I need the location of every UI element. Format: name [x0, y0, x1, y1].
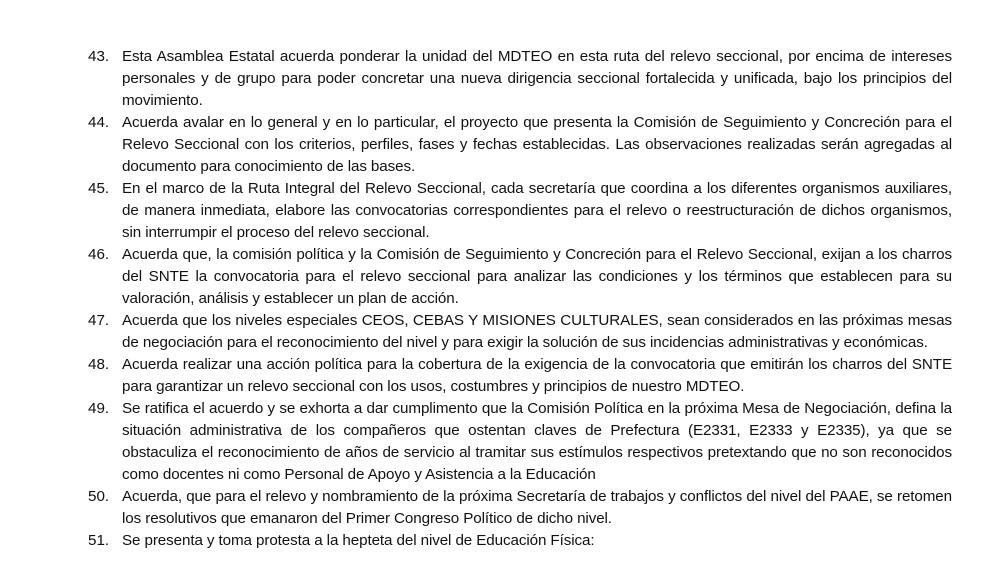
item-text: Se presenta y toma protesta a la hepteta del nivel de Educación Física:: [122, 532, 595, 549]
item-number: 50.: [88, 488, 110, 505]
item-text: Acuerda que los niveles especiales CEOS, CEBAS Y MISIONES CULTURALES, sean considerados en las próximas mesas de negociación para el reconocimiento del nivel y para exigir la solución de sus incidencias administrativas y económicas.: [122, 312, 952, 351]
list-item: [88, 398, 952, 486]
item-number: 48.: [88, 356, 110, 373]
item-text: Acuerda que, la comisión política y la Comisión de Seguimiento y Concreción para el Relevo Seccional, exijan a los charros del SNTE la convocatoria para el relevo seccional para analizar las condiciones y los términos que establecen para su valoración, análisis y establecer un plan de acción.: [122, 246, 952, 307]
resolutions-list: [88, 46, 952, 552]
item-text: Acuerda, que para el relevo y nombramiento de la próxima Secretaría de trabajos y conflictos del nivel del PAAE, se retomen los resolutivos que emanaron del Primer Congreso Político de dicho nivel.: [122, 488, 952, 527]
list-item: [88, 46, 952, 112]
item-text: Acuerda avalar en lo general y en lo particular, el proyecto que presenta la Comisión de Seguimiento y Concreción para el Relevo Seccional con los criterios, perfiles, fases y fechas establecidas. Las observaciones realizadas serán agregadas al documento para conocimiento de las bases.: [122, 114, 952, 175]
item-text: Esta Asamblea Estatal acuerda ponderar la unidad del MDTEO en esta ruta del relevo seccional, por encima de intereses personales y de grupo para poder concretar una nueva dirigencia seccional fortalecida y unificada, bajo los principios del movimiento.: [122, 48, 952, 109]
item-text: Acuerda realizar una acción política para la cobertura de la exigencia de la convocatoria que emitirán los charros del SNTE para garantizar un relevo seccional con los usos, costumbres y principios de nuestro MDTEO.: [122, 356, 952, 395]
item-text: Se ratifica el acuerdo y se exhorta a dar cumplimento que la Comisión Política en la próxima Mesa de Negociación, defina la situación administrativa de los compañeros que ostentan claves de Prefectura (E2331, E2333 y E2335), ya que se obstaculiza el reconocimiento de años de servicio al tramitar sus estímulos respectivos pretextando que no son reconocidos como docentes ni como Personal de Apoyo y Asistencia a la Educación: [122, 400, 952, 483]
item-text: En el marco de la Ruta Integral del Relevo Seccional, cada secretaría que coordina a los diferentes organismos auxiliares, de manera inmediata, elabore las convocatorias correspondientes para el relevo o reestructuración de dichos organismos, sin interrumpir el proceso del relevo seccional.: [122, 180, 952, 241]
item-number: 47.: [88, 312, 110, 329]
item-number: 43.: [88, 48, 110, 65]
item-number: 45.: [88, 180, 110, 197]
list-item: [88, 244, 952, 310]
item-number: 49.: [88, 400, 110, 417]
item-number: 51.: [88, 532, 110, 549]
list-item: [88, 530, 952, 552]
list-item: [88, 310, 952, 354]
list-item: [88, 354, 952, 398]
item-number: 44.: [88, 114, 110, 131]
list-item: [88, 486, 952, 530]
item-number: 46.: [88, 246, 110, 263]
list-item: [88, 112, 952, 178]
list-item: [88, 178, 952, 244]
